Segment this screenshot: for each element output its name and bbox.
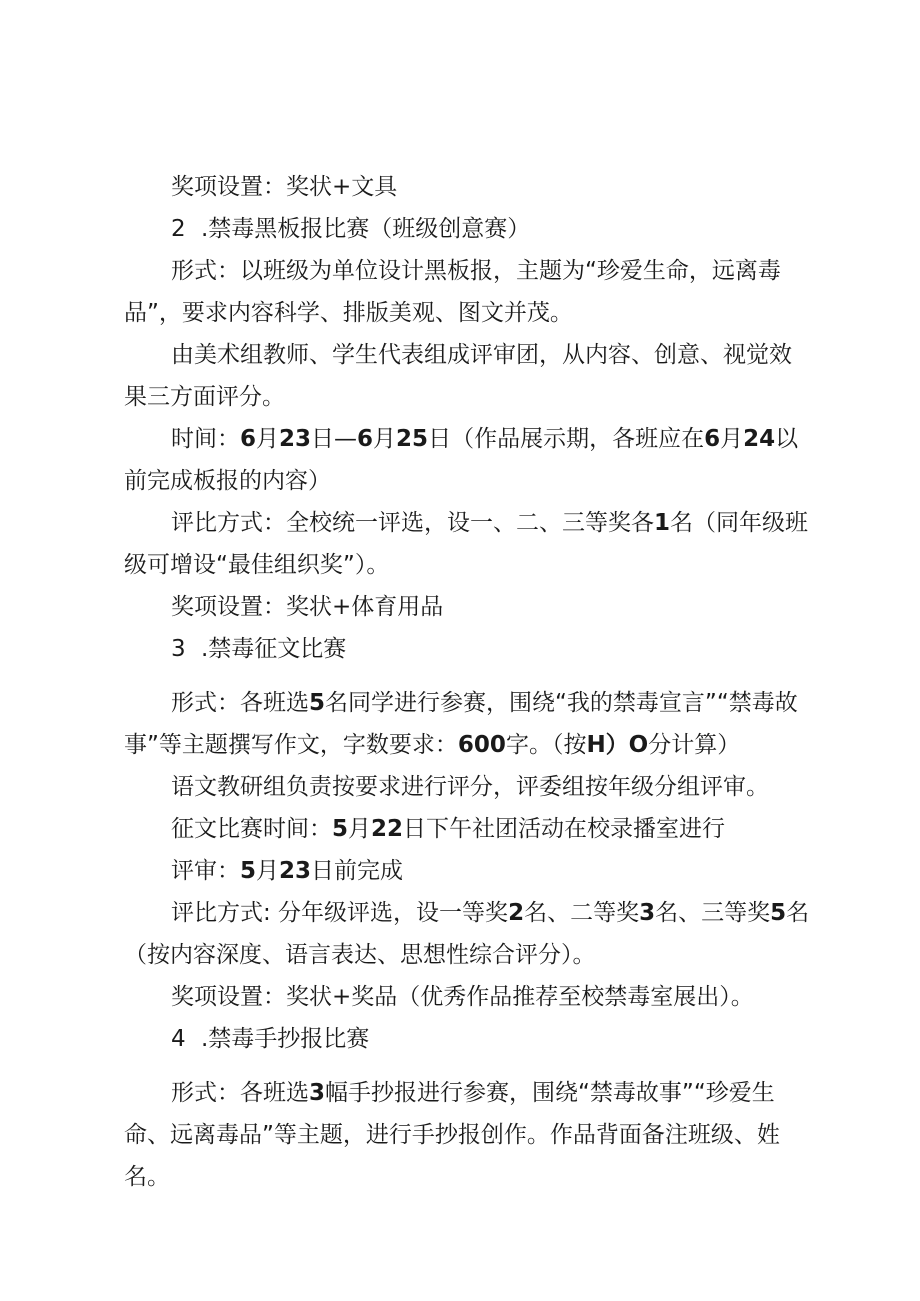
award-setting-2-text: 奖项设置：奖状+体育用品 — [171, 594, 444, 620]
section-2-title: .禁毒黑板报比赛（班级创意赛） — [201, 216, 531, 242]
section-2-number: 2 — [171, 216, 186, 242]
spacer — [124, 1060, 814, 1072]
award-setting-3 — [124, 976, 814, 1018]
time-label: 时间： — [171, 426, 240, 452]
form-value: 5 — [309, 690, 326, 716]
spacer — [124, 670, 814, 682]
award-setting-2 — [124, 586, 814, 628]
form-text: 形式：各班选 — [171, 1080, 309, 1106]
time-value: 24 — [743, 426, 776, 452]
award-setting-3-text: 奖项设置：奖状+奖品（优秀作品推荐至校禁毒室展出）。 — [171, 984, 754, 1010]
section-3-method — [124, 892, 814, 976]
method-text: 名、三等奖 — [655, 900, 771, 926]
review-value: 23 — [279, 858, 312, 884]
section-4-number: 4 — [171, 1026, 186, 1052]
method-value: 1 — [654, 510, 671, 536]
award-setting-1 — [124, 166, 814, 208]
time-text: 月 — [373, 426, 397, 452]
form-value: 600 — [457, 732, 506, 758]
review-text: 评审： — [171, 858, 240, 884]
review-text: 月 — [256, 858, 280, 884]
section-3-grading — [124, 766, 814, 808]
time-text: 月 — [256, 426, 280, 452]
time-value: 6 — [704, 426, 721, 452]
section-3-form — [124, 682, 814, 766]
section-3-title: .禁毒征文比赛 — [201, 636, 347, 662]
time-text: 日— — [311, 426, 358, 452]
section-2-method — [124, 502, 814, 586]
time-text: 日下午社团活动在校录播室进行 — [403, 816, 726, 842]
form-text: 幅手抄报进行参赛，围绕“禁毒故事”“珍爱生命、远离毒品”等主题，进行手抄报创作。作品背面备注班级、姓名。 — [124, 1080, 780, 1190]
section-2-jury — [124, 334, 814, 418]
method-text: 评比方式：全校统一评选，设一、二、三等奖各 — [171, 510, 654, 536]
time-text: 月 — [720, 426, 744, 452]
form-text: 形式：各班选 — [171, 690, 309, 716]
form-value: H）O — [586, 732, 649, 758]
section-3-review — [124, 850, 814, 892]
form-text: 名同学进行参赛，围绕“我的禁毒宣言”“禁毒故事”等主题撰写作文，字数要求： — [124, 690, 798, 758]
method-value: 5 — [770, 900, 787, 926]
method-text: 名（同年级班级可增设“最佳组织奖”）。 — [124, 510, 809, 578]
section-2-heading — [124, 208, 814, 250]
time-text: 月 — [348, 816, 372, 842]
time-value: 25 — [396, 426, 429, 452]
time-text: 征文比赛时间： — [171, 816, 332, 842]
section-3-heading — [124, 628, 814, 670]
review-value: 5 — [240, 858, 257, 884]
section-2-form-text: 形式：以班级为单位设计黑板报，主题为“珍爱生命，远离毒品”，要求内容科学、排版美观、图文并茂。 — [124, 258, 781, 326]
review-text: 日前完成 — [311, 858, 404, 884]
time-value: 22 — [371, 816, 404, 842]
method-value: 3 — [639, 900, 656, 926]
section-3-number: 3 — [171, 636, 186, 662]
time-value: 6 — [240, 426, 257, 452]
form-value: 3 — [309, 1080, 326, 1106]
section-2-form — [124, 250, 814, 334]
time-text: 以前完成板报的内容） — [124, 426, 799, 494]
time-value: 23 — [279, 426, 312, 452]
time-value: 5 — [332, 816, 349, 842]
time-text: 日（作品展示期，各班应在 — [428, 426, 705, 452]
section-2-time — [124, 418, 814, 502]
method-text: 名（按内容深度、语言表达、思想性综合评分）。 — [124, 900, 810, 968]
method-text: 名、二等奖 — [524, 900, 640, 926]
form-text: 字。（按 — [505, 732, 587, 758]
method-value: 2 — [508, 900, 525, 926]
section-4-form — [124, 1072, 814, 1198]
section-3-grading-text: 语文教研组负责按要求进行评分，评委组按年级分组评审。 — [171, 774, 769, 800]
form-text: 分计算） — [648, 732, 741, 758]
document-body — [124, 166, 814, 1198]
section-4-title: .禁毒手抄报比赛 — [201, 1026, 370, 1052]
award-setting-1-text: 奖项设置：奖状+文具 — [171, 174, 398, 200]
section-3-time — [124, 808, 814, 850]
section-4-heading — [124, 1018, 814, 1060]
method-text: 评比方式: 分年级评选，设一等奖 — [171, 900, 509, 926]
time-value: 6 — [357, 426, 374, 452]
section-2-jury-text: 由美术组教师、学生代表组成评审团，从内容、创意、视觉效果三方面评分。 — [124, 342, 792, 410]
